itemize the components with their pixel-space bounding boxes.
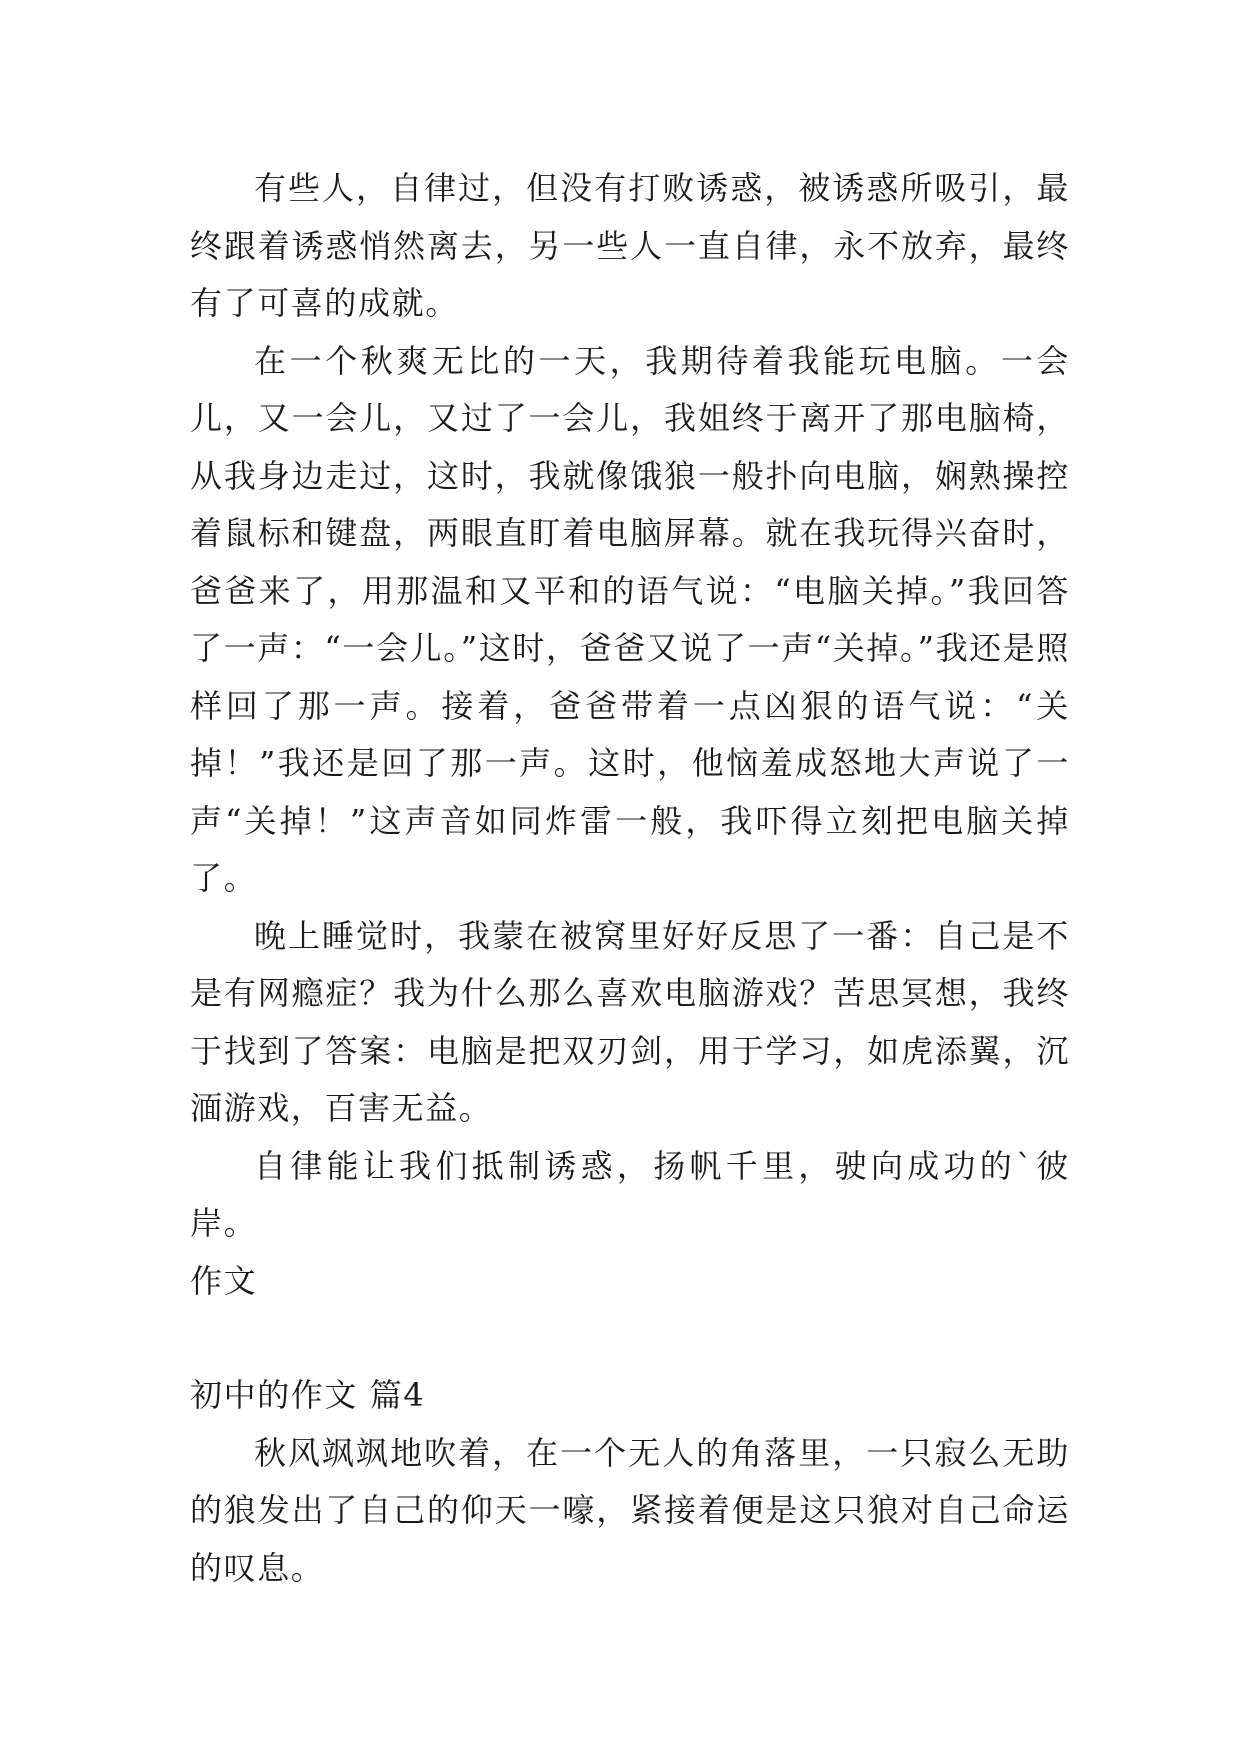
paragraph-reflection: 晚上睡觉时，我蒙在被窝里好好反思了一番：自己是不是有网瘾症？我为什么那么喜欢电脑游戏？苦思冥想，我终于找到了答案：电脑是把双刃剑，用于学习，如虎添翼，沉湎游戏，百害无益。 bbox=[190, 916, 1070, 1127]
section-heading: 初中的作文 篇4 bbox=[190, 1376, 426, 1414]
section-gap bbox=[190, 1310, 1070, 1367]
document-body bbox=[190, 160, 1070, 1597]
trailing-word: 作文 bbox=[190, 1261, 258, 1300]
paragraph-conclusion: 自律能让我们抵制诱惑，扬帆千里，驶向成功的`彼岸。 bbox=[190, 1146, 1070, 1242]
paragraph-computer-story: 在一个秋爽无比的一天，我期待着我能玩电脑。一会儿，又一会儿，又过了一会儿，我姐终于离开了那电脑椅，从我身边走过，这时，我就像饿狼一般扑向电脑，娴熟操控着鼠标和键盘，两眼直盯着电脑屏幕。就在我玩得兴奋时，爸爸来了，用那温和又平和的语气说：“电脑关掉。”我回答了一声：“一会儿。”这时，爸爸又说了一声“关掉。”我还是照样回了那一声。接着，爸爸带着一点凶狠的语气说：“关掉！”我还是回了那一声。这时，他恼羞成怒地大声说了一声“关掉！”这声音如同炸雷一般，我吓得立刻把电脑关掉了。 bbox=[190, 341, 1070, 897]
paragraph-wolf-opening: 秋风飒飒地吹着，在一个无人的角落里，一只寂么无助的狼发出了自己的仰天一嚎，紧接着便是这只狼对自己命运的叹息。 bbox=[190, 1433, 1070, 1587]
paragraph-self-discipline-intro: 有些人，自律过，但没有打败诱惑，被诱惑所吸引，最终跟着诱惑悄然离去，另一些人一直自律，永不放弃，最终有了可喜的成就。 bbox=[190, 169, 1070, 322]
